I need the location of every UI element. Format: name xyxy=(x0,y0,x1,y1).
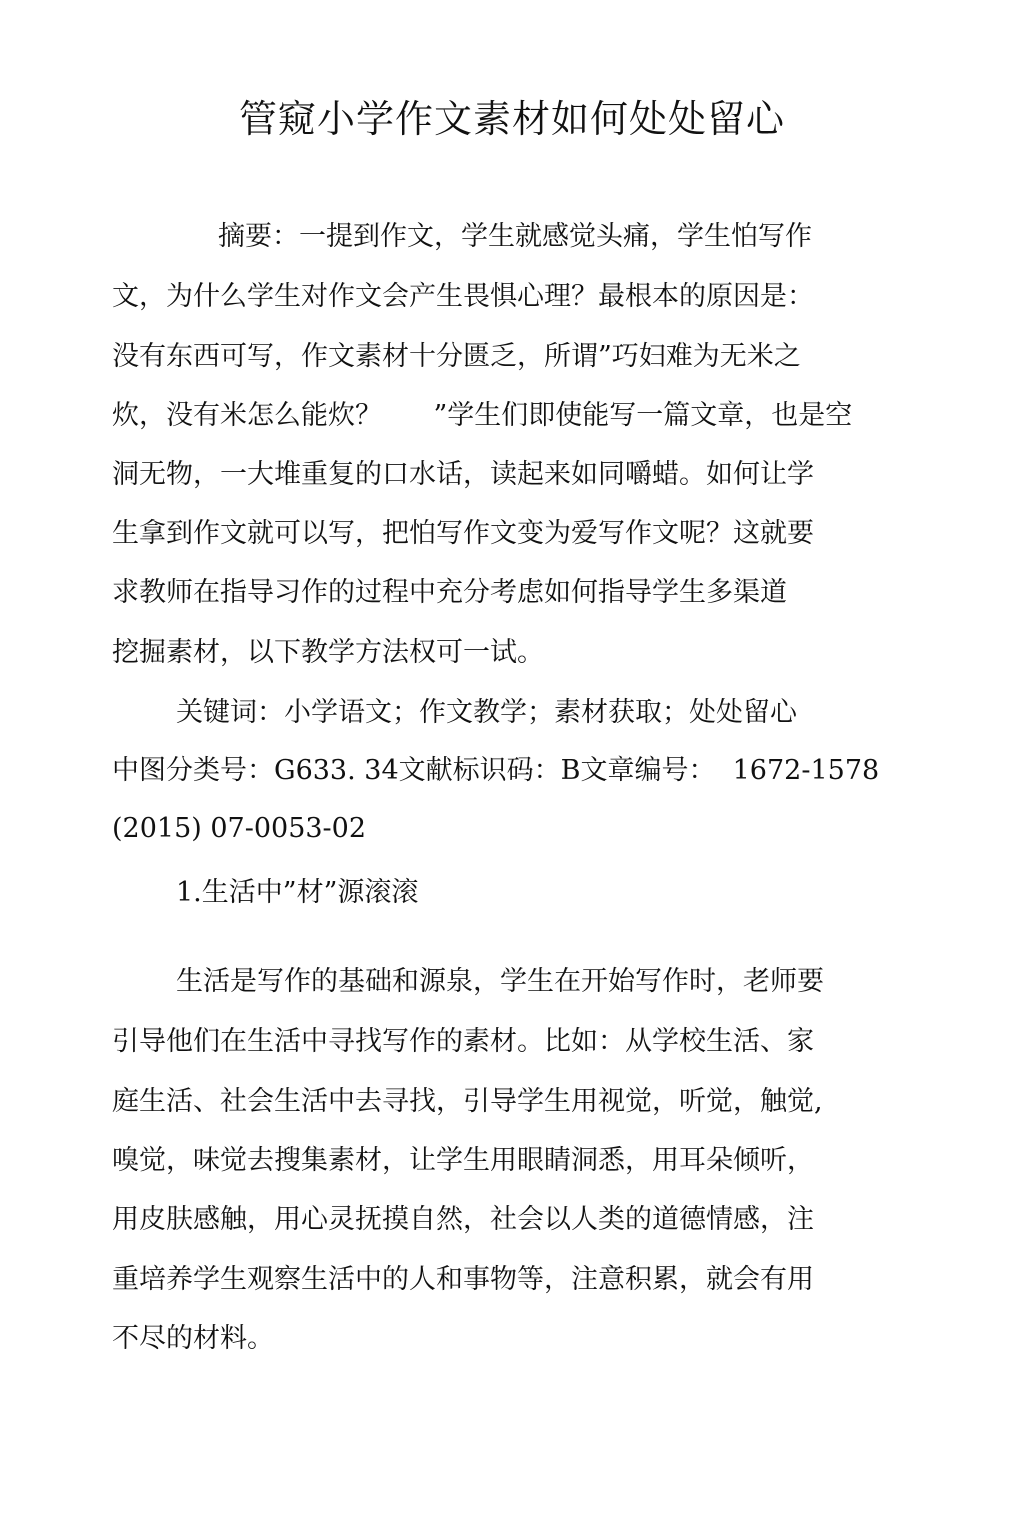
document-title: 管窥小学作文素材如何处处留心 xyxy=(238,97,785,141)
abstract-line-8: 挖掘素材，以下教学方法权可一试。 xyxy=(112,637,544,668)
body-line-7: 不尽的材料。 xyxy=(112,1323,274,1354)
abstract-line-7: 求教师在指导习作的过程中充分考虑如何指导学生多渠道 xyxy=(112,577,787,608)
issue-line: (2015) 07-0053-02 xyxy=(112,813,367,844)
abstract-line-6: 生拿到作文就可以写，把怕写作文变为爱写作文呢？这就要 xyxy=(112,518,814,549)
abstract-line-1: 摘要：一提到作文，学生就感觉头痛，学生怕写作 xyxy=(218,221,812,252)
body-line-4: 嗅觉，味觉去搜集素材，让学生用眼睛洞悉，用耳朵倾听， xyxy=(112,1145,814,1176)
body-line-3: 庭生活、社会生活中去寻找，引导学生用视觉，听觉，触觉, xyxy=(112,1086,823,1117)
classification-line: 中图分类号：G633. 34文献标识码：B文章编号： 1672-1578 xyxy=(112,755,880,786)
body-line-1: 生活是写作的基础和源泉，学生在开始写作时，老师要 xyxy=(176,966,824,997)
abstract-line-2: 文，为什么学生对作文会产生畏惧心理？最根本的原因是： xyxy=(112,281,814,312)
section-heading: 1.生活中”材”源滚滚 xyxy=(176,877,419,908)
body-line-2: 引导他们在生活中寻找写作的素材。比如：从学校生活、家 xyxy=(112,1026,814,1057)
keywords-line: 关键词：小学语文；作文教学；素材获取；处处留心 xyxy=(176,697,797,728)
body-line-5: 用皮肤感触，用心灵抚摸自然，社会以人类的道德情感，注 xyxy=(112,1204,814,1235)
body-line-6: 重培养学生观察生活中的人和事物等，注意积累，就会有用 xyxy=(112,1264,814,1295)
abstract-line-4: 炊，没有米怎么能炊？ ”学生们即使能写一篇文章，也是空 xyxy=(112,400,853,431)
abstract-line-3: 没有东西可写，作文素材十分匮乏，所谓”巧妇难为无米之 xyxy=(112,341,801,372)
abstract-line-5: 洞无物，一大堆重复的口水话，读起来如同嚼蜡。如何让学 xyxy=(112,459,814,490)
